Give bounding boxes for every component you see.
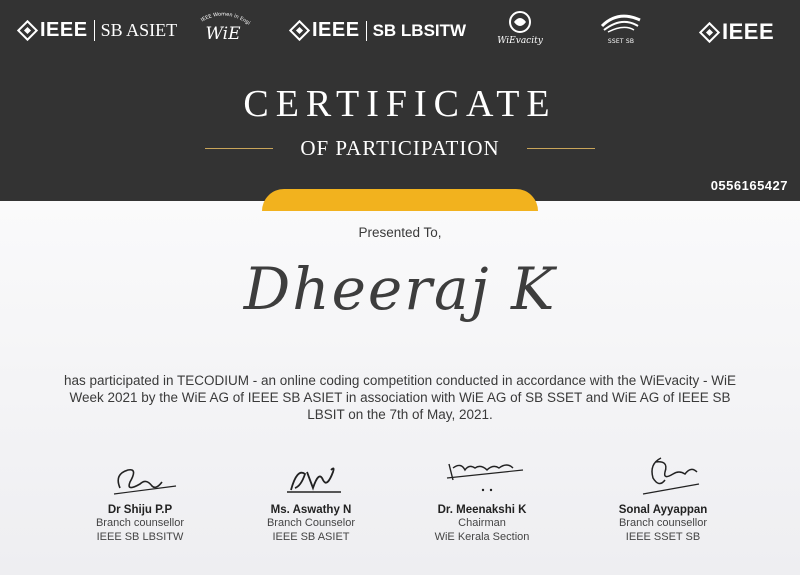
- gold-accent-tab: [262, 189, 538, 211]
- sset-sb-logo: SSET SB: [594, 12, 648, 45]
- ieee-logo: IEEE: [702, 19, 774, 45]
- signature-3-icon: [427, 452, 537, 500]
- signature-4-icon: [613, 452, 713, 500]
- ieee-sb-asiet-logo: IEEE SB ASIET: [20, 19, 177, 42]
- right-divider: [527, 148, 595, 149]
- participation-description: has participated in TECODIUM - an online coding competition conducted in accordance with the WiEvacity - WiE Week 2021 by the WiE AG of IEEE SB ASIET in association with WiE AG of SB SSET and WiE AG of IEEE SB LBSIT on the 7th of May, 2021.: [63, 373, 737, 422]
- ieee-sb-lbsitw-logo: IEEE SB LBSITW: [292, 19, 466, 42]
- ieee-diamond-icon: [289, 20, 310, 41]
- sset-swoosh-icon: [598, 12, 644, 36]
- signature-1-icon: [90, 452, 190, 500]
- certificate-number: 0556165427: [710, 178, 788, 193]
- ieee-diamond-icon: [17, 20, 38, 41]
- certificate-title: CERTIFICATE: [243, 83, 557, 125]
- signature-2-icon: [261, 452, 361, 500]
- signature-block-1: Dr Shiju P.P Branch counsellor IEEE SB LBSITW: [65, 452, 215, 544]
- certificate-subtitle: OF PARTICIPATION: [300, 136, 500, 160]
- wievacity-logo: WiEvacity: [492, 10, 548, 46]
- certificate-header: [0, 0, 800, 201]
- signature-block-4: Sonal Ayyappan Branch counsellor IEEE SSET SB: [588, 452, 738, 544]
- recipient-name: Dheeraj K: [243, 255, 557, 323]
- wievacity-emblem-icon: [507, 10, 533, 34]
- signature-block-2: Ms. Aswathy N Branch Counselor IEEE SB ASIET: [236, 452, 386, 544]
- ieee-diamond-icon: [699, 21, 720, 42]
- wie-asiet-logo: IEEE Women in Engi WiE: [192, 10, 254, 44]
- presented-label: Presented To,: [358, 225, 442, 240]
- signature-block-3: Dr. Meenakshi K Chairman WiE Kerala Section: [407, 452, 557, 544]
- svg-text:IEEE Women in Engineering: IEEE Women in Engi: [200, 11, 252, 26]
